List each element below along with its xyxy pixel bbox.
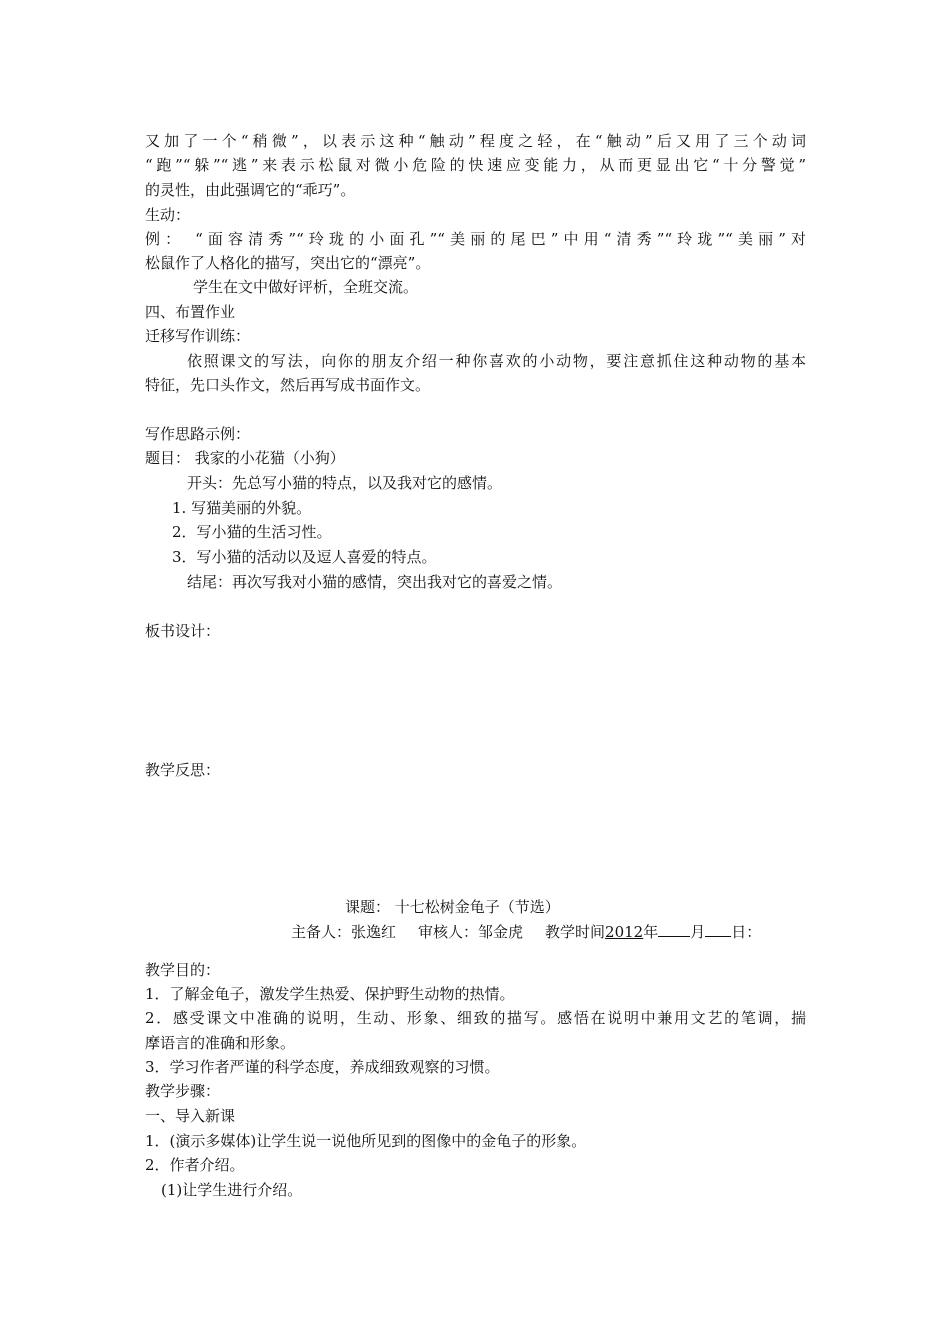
student-activity: 学生在文中做好评析，全班交流。 — [193, 278, 419, 296]
objective-item: 3．学习作者严谨的科学态度，养成细致观察的习惯。 — [145, 1058, 500, 1076]
writing-example-point: 1. 写猫美丽的外貌。 — [172, 499, 312, 517]
day-blank — [705, 921, 731, 937]
example-line: 松鼠作了人格化的描写，突出它的“漂亮”。 — [145, 254, 431, 272]
writing-example-title: 题目： 我家的小花猫（小狗） — [145, 449, 345, 467]
analysis-line: “跑”“躲”“逃”来表示松鼠对微小危险的快速应变能力，从而更显出它“十分警觉” — [145, 156, 806, 174]
lesson-title: 课题： 十七松树金龟子（节选） — [345, 898, 560, 916]
teaching-reflection-label: 教学反思： — [145, 761, 221, 779]
month-blank — [658, 921, 690, 937]
step-item: 1．(演示多媒体)让学生说一说他所见到的图像中的金龟子的形象。 — [145, 1132, 587, 1150]
writing-example-point: 2．写小猫的生活习性。 — [172, 523, 332, 541]
homework-paragraph: 特征，先口头作文，然后再写成书面作文。 — [145, 376, 431, 394]
objective-item: 1．了解金龟子，激发学生热爱、保护野生动物的热情。 — [145, 985, 515, 1003]
preparer: 主备人：张逸红 — [291, 923, 397, 941]
year-suffix: 年 — [643, 923, 659, 941]
step-part: 一、导入新课 — [145, 1107, 236, 1125]
example-line: 例： “面容清秀”“玲珑的小面孔”“美丽的尾巴”中用“清秀”“玲珑”“美丽”对 — [145, 230, 806, 248]
objective-item: 摩语言的准确和形象。 — [145, 1034, 296, 1052]
step-item: 2．作者介绍。 — [145, 1156, 245, 1174]
homework-subheading: 迁移写作训练： — [145, 327, 251, 345]
writing-example-ending: 结尾：再次写我对小猫的感情，突出我对它的喜爱之情。 — [187, 573, 563, 591]
analysis-line: 又加了一个“稍微”，以表示这种“触动”程度之轻，在“触动”后又用了三个动词 — [145, 132, 806, 150]
section-heading: 生动： — [145, 206, 191, 224]
writing-example-point: 3．写小猫的活动以及逗人喜爱的特点。 — [172, 548, 437, 566]
year-value: 2012 — [605, 923, 644, 941]
reviewer: 审核人：邹金虎 — [418, 923, 524, 941]
step-subitem: (1)让学生进行介绍。 — [161, 1181, 303, 1199]
day-suffix: 日： — [731, 923, 762, 941]
writing-example-heading: 写作思路示例： — [145, 425, 251, 443]
steps-heading: 教学步骤： — [145, 1082, 221, 1100]
homework-heading: 四、布置作业 — [145, 303, 236, 321]
writing-example-opening: 开头：先总写小猫的特点，以及我对它的感情。 — [187, 474, 503, 492]
homework-paragraph: 依照课文的写法，向你的朋友介绍一种你喜欢的小动物，要注意抓住这种动物的基本 — [187, 352, 806, 370]
time-label: 教学时间 — [545, 923, 606, 941]
analysis-line: 的灵性，由此强调它的“乖巧”。 — [145, 181, 356, 199]
board-design-label: 板书设计： — [145, 622, 221, 640]
lesson-meta — [291, 921, 761, 941]
month-suffix: 月 — [690, 923, 706, 941]
objectives-heading: 教学目的： — [145, 961, 221, 979]
objective-item: 2．感受课文中准确的说明，生动、形象、细致的描写。感悟在说明中兼用文艺的笔调，揣 — [145, 1009, 806, 1027]
